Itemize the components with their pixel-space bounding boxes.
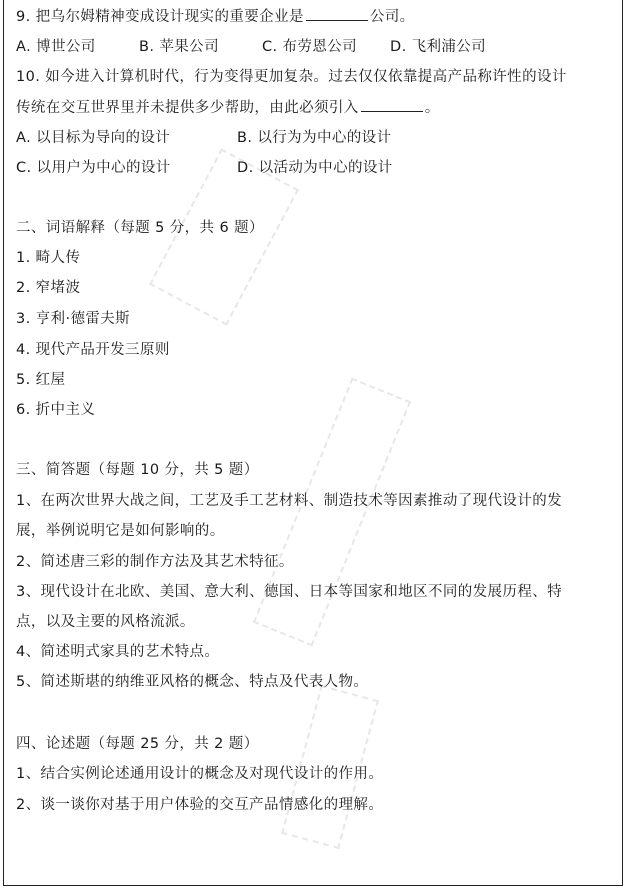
answer-blank xyxy=(361,97,423,112)
question-9 xyxy=(16,6,415,27)
section-3-question-2: 2、简述唐三彩的制作方法及其艺术特征。 xyxy=(16,554,294,570)
section-2-item: 3. 亨利·德雷夫斯 xyxy=(16,311,131,327)
section-3-question-1-line-2: 展，举例说明它是如何影响的。 xyxy=(16,523,225,539)
section-3-heading: 三、简答题（每题 10 分，共 5 题） xyxy=(16,462,259,478)
question-9-option-d: D. 飞利浦公司 xyxy=(390,39,487,55)
section-2-item: 2. 窄堵波 xyxy=(16,280,81,296)
section-4-question-1: 1、结合实例论述通用设计的概念及对现代设计的作用。 xyxy=(16,766,384,782)
section-2-item: 4. 现代产品开发三原则 xyxy=(16,342,170,358)
question-9-text-end: 公司。 xyxy=(369,9,415,25)
question-9-option-c: C. 布劳恩公司 xyxy=(262,39,358,55)
section-2-item: 1. 畸人传 xyxy=(16,250,81,266)
section-2-heading: 二、词语解释（每题 5 分，共 6 题） xyxy=(16,220,264,236)
section-3-question-3-line-1: 3、现代设计在北欧、美国、意大利、德国、日本等国家和地区不同的发展历程、特 xyxy=(16,584,563,600)
question-9-option-a: A. 博世公司 xyxy=(16,39,96,55)
section-3-question-1-line-1: 1、在两次世界大战之间，工艺及手工艺材料、制造技术等因素推动了现代设计的发 xyxy=(16,493,563,509)
section-2-item: 5. 红屋 xyxy=(16,372,66,388)
answer-blank xyxy=(306,6,368,21)
section-3-question-5: 5、简述斯堪的纳维亚风格的概念、特点及代表人物。 xyxy=(16,674,369,690)
question-10-text-end: 。 xyxy=(424,100,440,116)
question-10-line-2 xyxy=(16,97,440,118)
question-10-option-d: D. 以活动为中心的设计 xyxy=(237,160,393,176)
question-10-option-a: A. 以目标为导向的设计 xyxy=(16,130,171,146)
question-10-text: 传统在交互世界里并未提供多少帮助，由此必须引入 xyxy=(16,100,359,116)
question-10-line-1: 10. 如今进入计算机时代，行为变得更加复杂。过去仅仅依靠提高产品称许性的设计 xyxy=(16,69,567,85)
section-2-item: 6. 折中主义 xyxy=(16,402,96,418)
question-10-option-b: B. 以行为为中心的设计 xyxy=(237,130,392,146)
section-3-question-3-line-2: 点，以及主要的风格流派。 xyxy=(16,614,195,630)
question-9-option-b: B. 苹果公司 xyxy=(139,39,219,55)
section-4-heading: 四、论述题（每题 25 分，共 2 题） xyxy=(16,736,259,752)
section-3-question-4: 4、简述明式家具的艺术特点。 xyxy=(16,644,220,660)
section-4-question-2: 2、谈一谈你对基于用户体验的交互产品情感化的理解。 xyxy=(16,797,384,813)
question-10-option-c: C. 以用户为中心的设计 xyxy=(16,160,171,176)
question-9-text: 9. 把乌尔姆精神变成设计现实的重要企业是 xyxy=(16,9,304,25)
